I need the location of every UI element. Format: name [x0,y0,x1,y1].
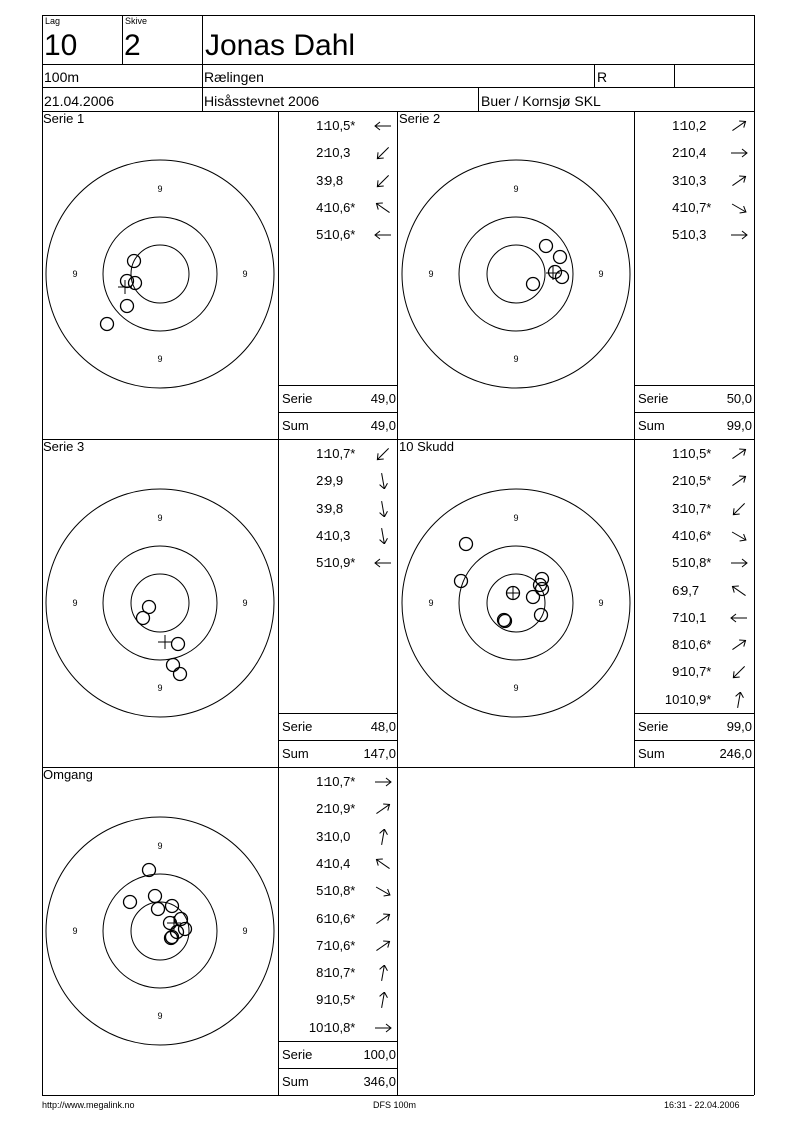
shot-value: 10,3 [325,145,351,161]
shot-value: 10,7* [681,664,712,680]
serie-label: Serie [638,719,669,734]
ring-label: 9 [72,598,78,608]
direction-arrow-icon [729,227,749,243]
direction-arrow-icon [373,473,393,489]
shot-number: 3: [316,172,327,188]
direction-arrow-icon [373,965,393,981]
shooter-name: Jonas Dahl [205,29,356,62]
ring-label: 9 [513,184,519,194]
shot-value: 10,6* [325,910,356,926]
ring-label: 9 [513,513,519,523]
direction-arrow-icon [373,801,393,817]
direction-arrow-icon [373,856,393,872]
panel-title: Serie 1 [43,111,85,126]
shot-number: 10: [664,691,683,707]
shot-number: 2: [316,801,327,817]
shot-value: 10,6* [325,199,356,215]
sum-label: Sum [638,746,665,761]
direction-arrow-icon [373,501,393,517]
direction-arrow-icon [729,473,749,489]
shot-number: 1: [672,118,683,133]
direction-arrow-icon [373,992,393,1008]
club: Rælingen [204,69,264,85]
sum-value: 147,0 [363,746,396,761]
shot-number: 9: [672,664,683,680]
ring-label: 9 [428,598,434,608]
shot-value: 10,7* [681,199,712,215]
shot-number: 5: [672,555,683,571]
sum-label: Sum [282,746,309,761]
serie-label: Serie [282,1047,313,1062]
ring-label: 9 [242,926,248,936]
direction-arrow-icon [729,501,749,517]
direction-arrow-icon [729,664,749,680]
direction-arrow-icon [373,446,393,462]
shot-hole [172,638,185,651]
shot-number: 8: [672,637,683,653]
direction-arrow-icon [729,118,749,134]
shot-number: 6: [316,910,327,926]
ring-label: 9 [72,269,78,279]
serie-value: 99,0 [726,719,752,734]
direction-arrow-icon [373,774,393,790]
shot-hole [536,583,549,596]
shot-number: 8: [316,965,327,981]
shot-number: 5: [316,883,327,899]
serie-label: Serie [282,391,313,406]
inner-ring [487,245,545,303]
shot-value: 10,6* [325,227,356,243]
shot-value: 9,7 [681,582,700,598]
footer-url: http://www.megalink.no [42,1100,135,1110]
shot-value: 10,7* [681,500,712,516]
event-name: Hisåsstevnet 2006 [204,93,320,109]
shot-value: 10,3 [325,527,351,543]
date: 21.04.2006 [44,93,115,109]
direction-arrow-icon [373,555,393,571]
ring-label: 9 [513,354,519,364]
ring-label: 9 [242,269,248,279]
shot-hole [149,890,162,903]
sum-value: 346,0 [363,1074,396,1089]
shot-value: 10,7* [325,965,356,981]
shot-value: 10,9* [325,801,356,817]
shot-number: 5: [672,227,683,243]
shot-number: 6: [672,582,683,598]
shot-number: 4: [316,527,327,543]
panel-title: 10 Skudd [399,439,454,454]
direction-arrow-icon [373,173,393,189]
serie-value: 50,0 [726,391,752,406]
shot-value: 10,5* [325,992,356,1008]
shot-number: 4: [316,855,327,871]
panel-title: Serie 3 [43,439,85,454]
footer-program: DFS 100m [373,1100,417,1110]
serie-value: 48,0 [370,719,396,734]
shot-number: 5: [316,227,327,243]
shot-value: 10,7* [325,774,356,789]
panel-title: Serie 2 [399,111,441,126]
direction-arrow-icon [373,1020,393,1036]
direction-arrow-icon [373,829,393,845]
target-diagram [42,767,278,1095]
shot-hole [166,900,179,913]
shot-number: 1: [672,446,683,461]
footer-timestamp: 16:31 - 22.04.2006 [664,1100,740,1110]
ring-label: 9 [513,683,519,693]
ring-label: 9 [72,926,78,936]
shot-hole [167,659,180,672]
shot-value: 10,5* [681,473,712,489]
ring-label: 9 [157,1011,163,1021]
shot-number: 4: [672,527,683,543]
ring-label: 9 [598,269,604,279]
shot-number: 7: [672,609,683,625]
shot-number: 2: [316,473,327,489]
direction-arrow-icon [373,528,393,544]
shot-number: 7: [316,937,327,953]
direction-arrow-icon [373,200,393,216]
shot-value: 10,3 [681,172,707,188]
shot-number: 4: [316,199,327,215]
shot-value: 10,5* [681,446,712,461]
class: R [597,69,608,85]
direction-arrow-icon [729,555,749,571]
shot-value: 10,7* [325,446,356,461]
direction-arrow-icon [373,911,393,927]
shot-value: 10,6* [681,637,712,653]
serie-label: Serie [282,719,313,734]
shot-hole [143,864,156,877]
ring-label: 9 [157,354,163,364]
shot-value: 10,5* [325,118,356,133]
shot-value: 10,4 [325,855,351,871]
distance: 100m [44,69,80,85]
shot-value: 10,3 [681,227,707,243]
sum-label: Sum [282,418,309,433]
inner-ring [131,245,189,303]
shot-value: 10,9* [325,555,356,571]
direction-arrow-icon [729,200,749,216]
shot-number: 3: [316,500,327,516]
direction-arrow-icon [729,692,749,708]
shot-hole [540,240,553,253]
direction-arrow-icon [729,528,749,544]
shot-number: 10: [308,1019,327,1035]
shot-number: 9: [316,992,327,1008]
shot-hole [527,278,540,291]
sum-value: 246,0 [719,746,752,761]
direction-arrow-icon [373,118,393,134]
shot-number: 1: [316,118,327,133]
ring-label: 9 [157,841,163,851]
inner-ring [131,902,189,960]
shot-hole [121,300,134,313]
skive-value: 2 [124,29,141,62]
shot-number: 5: [316,555,327,571]
shot-value: 10,6* [325,937,356,953]
shot-value: 10,6* [681,527,712,543]
shot-hole [527,591,540,604]
ring-label: 9 [157,513,163,523]
direction-arrow-icon [729,446,749,462]
direction-arrow-icon [373,938,393,954]
direction-arrow-icon [729,637,749,653]
direction-arrow-icon [373,227,393,243]
direction-arrow-icon [729,173,749,189]
target-diagram [42,111,278,439]
middle-ring [103,546,217,660]
direction-arrow-icon [373,145,393,161]
shot-hole [499,615,512,628]
serie-value: 100,0 [363,1047,396,1062]
shot-value: 10,9* [681,691,712,707]
shot-value: 10,4 [681,145,707,161]
shot-number: 2: [316,145,327,161]
shot-value: 9,8 [325,172,344,188]
serie-value: 49,0 [370,391,396,406]
skive-label: Skive [125,16,148,26]
shot-value: 10,8* [325,1019,356,1035]
shot-value: 10,0 [325,828,351,844]
shot-number: 1: [316,446,327,461]
middle-ring [103,217,217,331]
shot-number: 1: [316,774,327,789]
panel-title: Omgang [43,767,93,782]
shot-number: 3: [672,172,683,188]
shot-number: 2: [672,145,683,161]
target-diagram [398,111,634,439]
sum-label: Sum [282,1074,309,1089]
ring-label: 9 [157,683,163,693]
shot-value: 10,1 [681,609,707,625]
direction-arrow-icon [373,883,393,899]
shot-number: 4: [672,199,683,215]
ring-label: 9 [428,269,434,279]
middle-ring [459,546,573,660]
sum-value: 49,0 [370,418,396,433]
shot-value: 10,8* [325,883,356,899]
sum-label: Sum [638,418,665,433]
shot-hole [129,277,142,290]
shot-hole [554,251,567,264]
shot-value: 10,8* [681,555,712,571]
shot-hole [124,896,137,909]
serie-label: Serie [638,391,669,406]
shot-value: 9,9 [325,473,344,489]
shot-value: 9,8 [325,500,344,516]
ring-label: 9 [598,598,604,608]
venue: Buer / Kornsjø SKL [481,93,601,109]
lag-value: 10 [44,29,78,62]
shot-hole [152,903,165,916]
shot-value: 10,2 [681,118,707,133]
ring-label: 9 [157,184,163,194]
shot-hole [143,601,156,614]
shot-number: 3: [316,828,327,844]
target-diagram [398,439,634,767]
shot-hole [101,318,114,331]
shot-hole [455,575,468,588]
lag-label: Lag [45,16,61,26]
shot-hole [535,609,548,622]
direction-arrow-icon [729,610,749,626]
target-diagram [42,439,278,767]
shot-hole [460,538,473,551]
direction-arrow-icon [729,583,749,599]
ring-label: 9 [242,598,248,608]
shot-number: 2: [672,473,683,489]
group-center-cross [158,635,172,649]
sum-value: 99,0 [726,418,752,433]
direction-arrow-icon [729,145,749,161]
shot-hole [174,668,187,681]
shot-number: 3: [672,500,683,516]
